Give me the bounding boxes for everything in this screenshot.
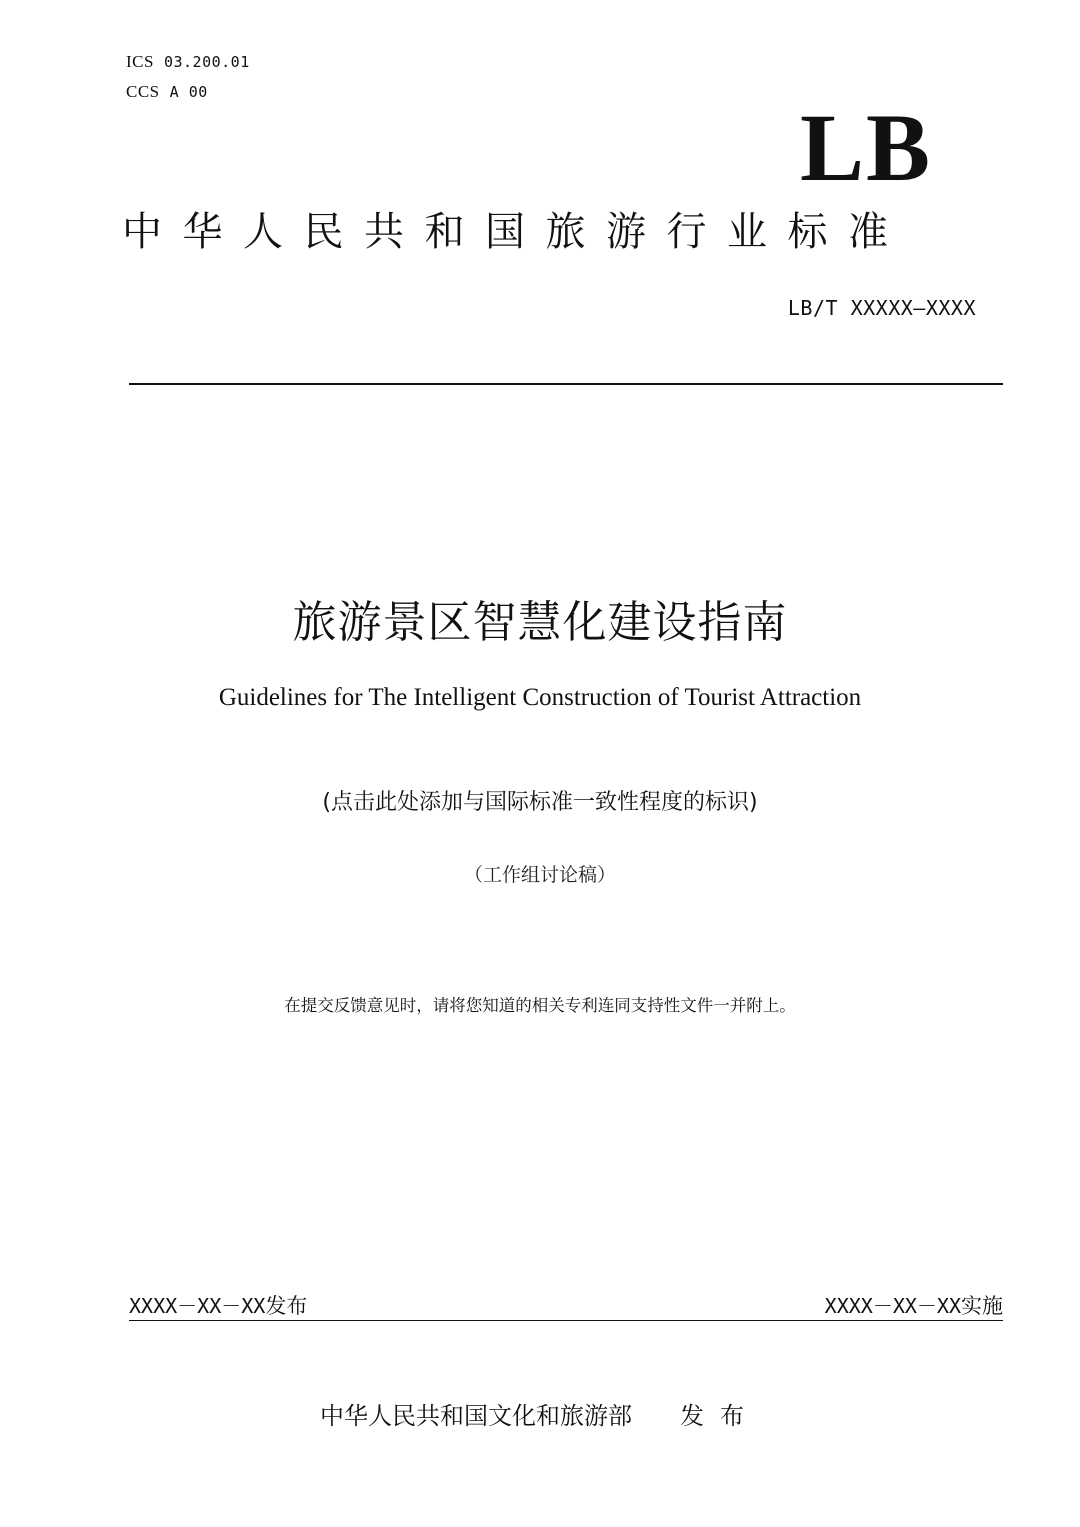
- implement-label: 实施: [961, 1294, 1003, 1318]
- top-divider: [129, 383, 1003, 385]
- implement-date-line: [825, 1290, 1003, 1320]
- consistency-note: (点击此处添加与国际标准一致性程度的标识): [322, 790, 758, 815]
- ccs-classification: [126, 82, 208, 102]
- publish-date-line: [129, 1290, 307, 1320]
- ccs-label: CCS: [126, 82, 160, 101]
- ics-code: 03.200.01: [163, 53, 250, 71]
- ccs-code: A 00: [169, 83, 208, 101]
- issuer-line: [0, 1396, 1080, 1431]
- implement-date: XXXX－XX－XX: [824, 1294, 961, 1318]
- standard-category-title: 中华人民共和国旅游行业标准: [122, 209, 909, 255]
- issuer-name: 中华人民共和国文化和旅游部: [320, 1402, 632, 1430]
- publish-label: 发布: [265, 1294, 308, 1318]
- document-title-en: Guidelines for The Intelligent Construction of Tourist Attraction: [218, 684, 862, 711]
- issuer-action: 发布: [680, 1402, 760, 1430]
- patent-notice: 在提交反馈意见时，请将您知道的相关专利连同支持性文件一并附上。: [284, 996, 796, 1015]
- draft-stage: （工作组讨论稿）: [463, 864, 616, 886]
- bottom-divider: [129, 1320, 1003, 1321]
- ics-label: ICS: [126, 52, 154, 71]
- standard-mark: LB: [799, 94, 932, 201]
- ics-classification: [126, 52, 250, 72]
- standard-number: LB/T XXXXX—XXXX: [787, 296, 976, 320]
- document-title-zh: 旅游景区智慧化建设指南: [292, 597, 788, 648]
- publish-date: XXXX－XX－XX: [129, 1294, 266, 1318]
